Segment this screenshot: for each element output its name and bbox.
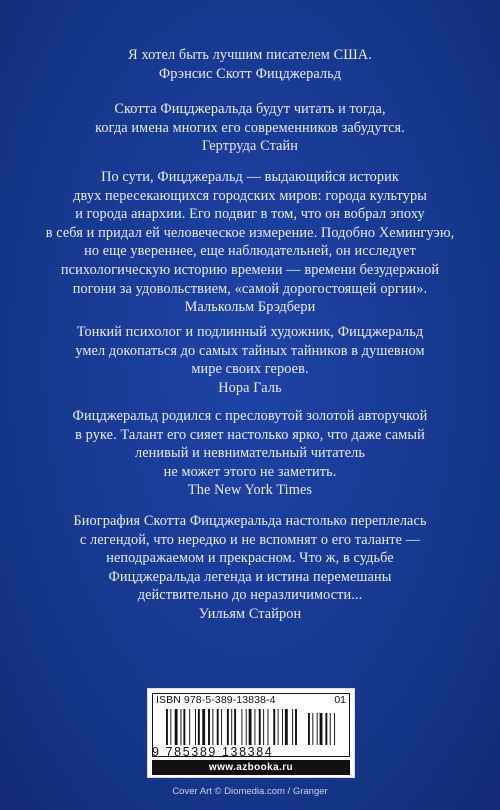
barcode-bar xyxy=(195,709,196,745)
quote-line: умел докопаться до самых тайных тайников в душевном xyxy=(75,342,425,359)
isbn-addon-code: 01 xyxy=(334,694,346,706)
quote-author: Фрэнсис Скотт Фицджеральд xyxy=(158,65,342,82)
barcode-bar xyxy=(234,709,236,745)
barcode-bar xyxy=(231,709,232,745)
barcode-bar xyxy=(278,709,279,745)
barcode-bar xyxy=(166,709,168,745)
quote-4 xyxy=(40,323,460,397)
quote-author: Нора Галь xyxy=(218,379,282,396)
barcode-bar xyxy=(285,709,288,745)
quote-author: Уильям Стайрон xyxy=(198,605,302,622)
barcode-bar xyxy=(208,709,210,745)
barcode-addon-bar xyxy=(330,713,331,745)
quote-line: психологическую историю времени — времени безудержной xyxy=(60,261,440,278)
barcode-bar xyxy=(189,709,190,745)
quote-line: не может этого не заметить. xyxy=(163,463,337,480)
barcode-bar xyxy=(241,709,242,745)
quote-line: По сути, Фицджеральд — выдающийся историк xyxy=(101,169,399,185)
barcode-bar xyxy=(202,709,205,745)
quote-line: Фицджеральд родился с пресловутой золотой авторучкой xyxy=(72,408,428,424)
barcode-bar xyxy=(249,709,252,745)
barcode-bar xyxy=(227,709,229,745)
barcode-addon-bar xyxy=(325,713,327,745)
barcode-bar xyxy=(295,709,297,745)
quote-author: The New York Times xyxy=(187,482,313,499)
quote-line: Скотта Фицджеральда будут читать и тогда, xyxy=(114,101,386,117)
barcode-addon-bar xyxy=(308,713,310,745)
barcode-bar xyxy=(282,709,283,745)
barcode-bar xyxy=(198,709,200,745)
quote-line: мире своих героев. xyxy=(191,361,309,378)
quote-5 xyxy=(40,407,460,500)
quote-line: погони за удовольствием, «самой дорогостоящей оргии». xyxy=(72,280,428,297)
barcode-bar xyxy=(217,709,219,745)
barcode-addon-bar xyxy=(312,713,313,745)
barcode-bar xyxy=(273,709,275,745)
isbn-number: ISBN 978-5-389-13838-4 xyxy=(156,694,276,706)
quote-3 xyxy=(40,168,460,317)
barcode-digits: 9 785389 138384 xyxy=(152,745,274,759)
quote-author: Малькольм Брэдбери xyxy=(184,299,316,316)
quote-line: но еще увереннее, еще наблюдательней, он исследует xyxy=(84,243,416,260)
barcode-bar xyxy=(263,709,264,745)
quote-line: Фицджеральда легенда и истина перемешаны xyxy=(108,568,392,585)
publisher-url: www.azbooka.ru xyxy=(152,760,350,775)
cover-art-credit: Cover Art © Diomedia.com / Granger xyxy=(172,786,328,797)
barcode-bar xyxy=(170,709,171,745)
barcode-addon-bar xyxy=(317,713,318,745)
quote-1 xyxy=(40,46,460,83)
barcode-bar xyxy=(221,709,222,745)
quote-line: и города анархии. Его подвиг в том, что он вобрал эпоху xyxy=(75,206,425,223)
quote-line: ленивый и невнимательный читатель xyxy=(134,445,366,462)
quote-line: неподражаемом и прекрасном. Что ж, в судьбе xyxy=(106,550,394,567)
quote-line: действительно до неразличимости... xyxy=(137,587,363,604)
quote-author: Гертруда Стайн xyxy=(201,138,299,155)
barcode-bars xyxy=(166,709,346,749)
barcode-bar xyxy=(183,709,185,745)
barcode-bar xyxy=(254,709,255,745)
barcode-bar xyxy=(175,709,178,745)
quote-line: в себя и придал ей человеческое измерение. Подобно Хемингуэю, xyxy=(45,224,455,241)
barcode-bar xyxy=(181,709,182,745)
quote-line: Я хотел быть лучшим писателем США. xyxy=(128,47,372,63)
barcode-bar xyxy=(259,709,261,745)
isbn-barcode-panel xyxy=(147,688,355,778)
quote-6 xyxy=(40,512,460,624)
quote-line: Биография Скотта Фицджеральда настолько переплелась xyxy=(73,513,427,529)
barcode-bar xyxy=(292,709,293,745)
barcode-bar xyxy=(212,709,213,745)
quote-line: двух пересекающихся городских миров: города культуры xyxy=(73,187,427,204)
quote-line: в руке. Талант его сияет настолько ярко, что даже самый xyxy=(75,426,425,443)
quote-line: когда имена многих его современников забудутся. xyxy=(95,119,405,136)
quote-line: Тонкий психолог и подлинный художник, Фицджеральд xyxy=(76,324,424,340)
quote-2 xyxy=(40,100,460,156)
barcode-addon-bar xyxy=(320,713,323,745)
barcode-bar xyxy=(268,709,269,745)
quote-line: с легендой, что нередко и не вспомнят о его таланте — xyxy=(79,531,421,548)
barcode-addon-bar xyxy=(334,713,335,745)
barcode-bar xyxy=(246,709,247,745)
